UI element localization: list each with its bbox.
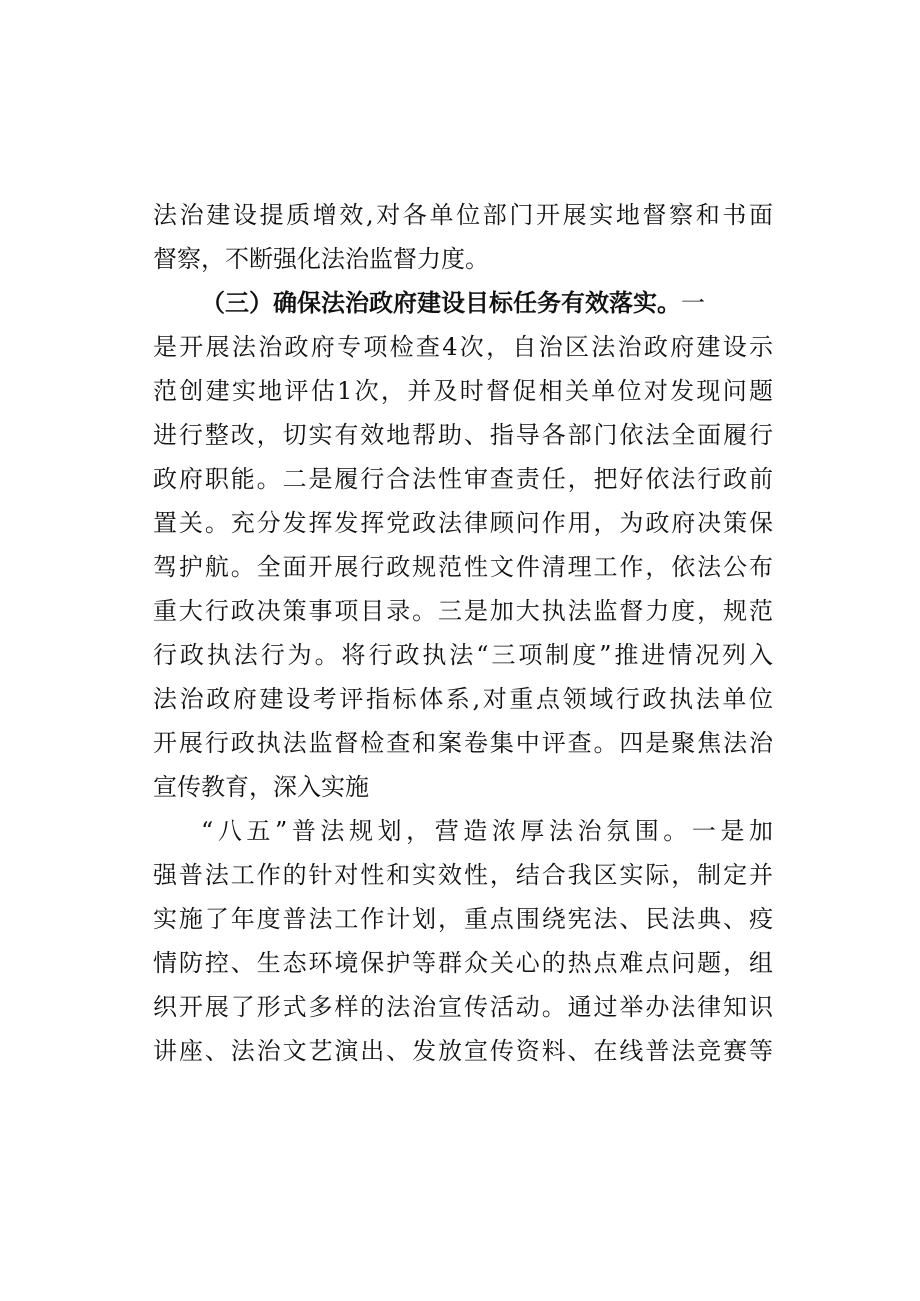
text-line-17: 实施了年度普法工作计划，重点围绕宪法、民法典、疫 [153,905,773,933]
text-line-9: 驾护航。全面开展行政规范性文件清理工作，依法公布 [153,553,773,581]
text-line-14: 宣传教育，深入实施 [153,773,369,801]
text-line-8: 置关。充分发挥发挥党政法律顾问作用，为政府决策保 [153,509,773,537]
text-line-7: 政府职能。二是履行合法性审查责任，把好依法行政前 [153,465,773,493]
heading-trailing-text: 一 [681,289,705,317]
text-line-10: 重大行政决策事项目录。三是加大执法监督力度，规范 [153,597,773,625]
text-line-16: 强普法工作的针对性和实效性，结合我区实际，制定并 [153,861,773,889]
text-line-2: 督察，不断强化法治监督力度。 [153,245,489,273]
text-line-4: 是开展法治政府专项检查4次，自治区法治政府建设示 [153,333,773,361]
text-line-12: 法治政府建设考评指标体系,对重点领域行政执法单位 [153,685,773,713]
section-heading: （三）确保法治政府建设目标任务有效落实。 [201,288,681,317]
text-line-6: 进行整改，切实有效地帮助、指导各部门依法全面履行 [153,421,773,449]
text-line-5: 范创建实地评估1次，并及时督促相关单位对发现问题 [153,377,773,405]
text-line-13: 开展行政执法监督检查和案卷集中评查。四是聚焦法治 [153,729,773,757]
text-line-11: 行政执法行为。将行政执法“三项制度”推进情况列入 [153,641,773,669]
text-line-20: 讲座、法治文艺演出、发放宣传资料、在线普法竞赛等 [153,1037,773,1065]
text-line-19: 织开展了形式多样的法治宣传活动。通过举办法律知识 [153,993,773,1021]
text-line-15: “八五”普法规划，营造浓厚法治氛围。一是加 [201,817,773,845]
text-line-18: 情防控、生态环境保护等群众关心的热点难点问题，组 [153,949,773,977]
section-heading-line [201,284,773,322]
text-line-1: 法治建设提质增效,对各单位部门开展实地督察和书面 [153,201,773,229]
